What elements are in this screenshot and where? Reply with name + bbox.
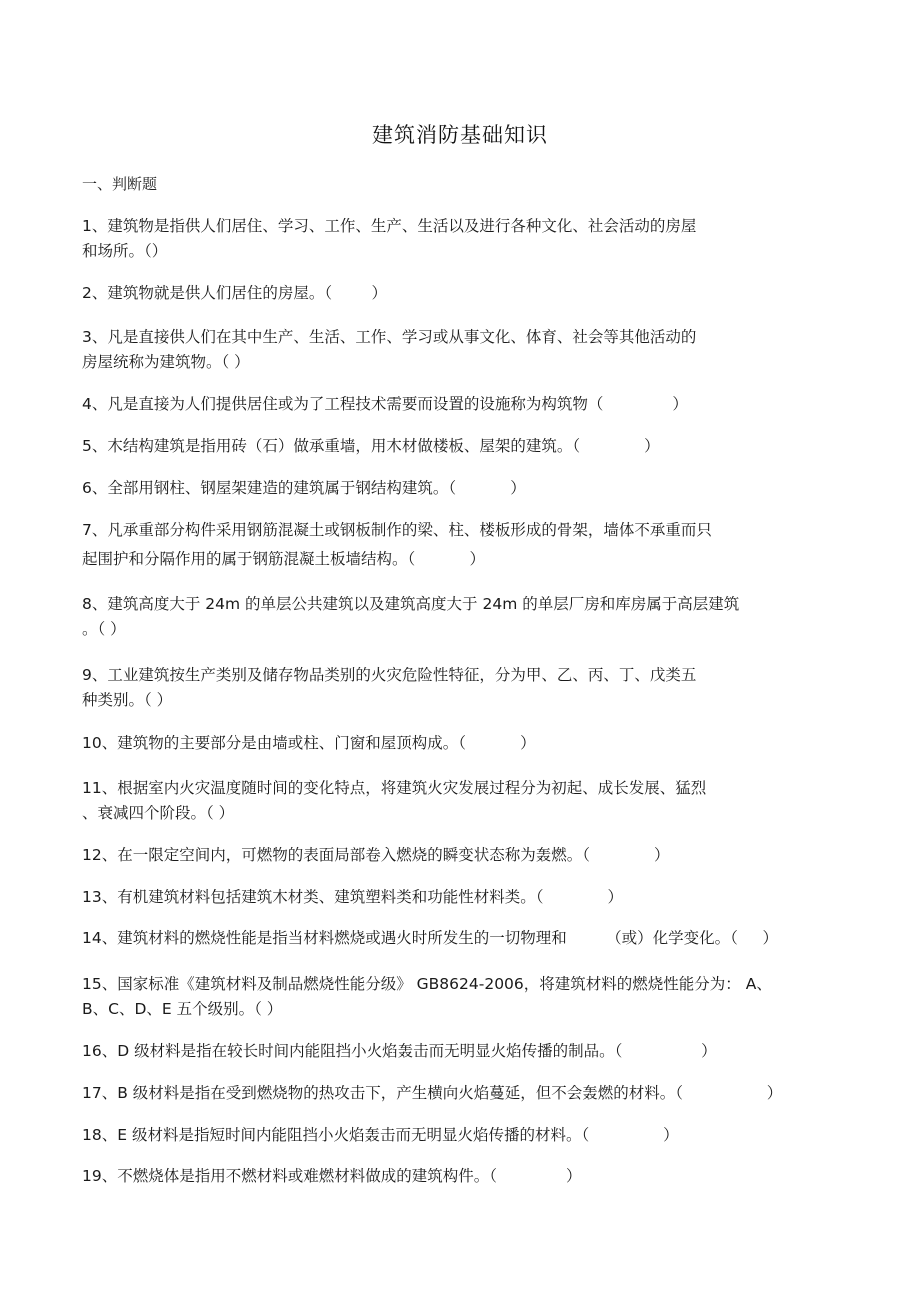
question-line: 1、建筑物是指供人们居住、学习、工作、生产、生活以及进行各种文化、社会活动的房屋 — [82, 217, 697, 235]
question-line: 18、E 级材料是指短时间内能阻挡小火焰轰击而无明显火焰传播的材料。（ ） — [82, 1126, 679, 1144]
section-heading: 一、判断题 — [82, 175, 158, 193]
question-line: 、衰减四个阶段。（ ） — [82, 804, 235, 822]
question-line: 4、凡是直接为人们提供居住或为了工程技术需要而设置的设施称为构筑物（ ） — [82, 395, 688, 413]
question-item — [82, 518, 712, 572]
question-line: 5、木结构建筑是指用砖（石）做承重墙，用木材做楼板、屋架的建筑。（ ） — [82, 437, 660, 455]
question-item — [82, 926, 778, 951]
question-item — [82, 214, 696, 264]
question-item — [82, 663, 696, 713]
question-item — [82, 1081, 782, 1106]
question-item — [82, 1039, 717, 1064]
question-line: 和场所。（） — [82, 242, 168, 260]
question-line: 6、全部用钢柱、钢屋架建造的建筑属于钢结构建筑。（ ） — [82, 479, 526, 497]
question-item — [82, 1123, 679, 1148]
question-item — [82, 1164, 581, 1189]
question-line: 13、有机建筑材料包括建筑木材类、建筑塑料类和功能性材料类。（ ） — [82, 888, 624, 906]
question-item — [82, 434, 660, 459]
question-item — [82, 476, 526, 501]
page-title: 建筑消防基础知识 — [372, 123, 548, 147]
question-line: 7、凡承重部分构件采用钢筋混凝土或钢板制作的梁、柱、楼板形成的骨架，墙体不承重而只 — [82, 521, 712, 539]
question-line: 16、D 级材料是指在较长时间内能阻挡小火焰轰击而无明显火焰传播的制品。（ ） — [82, 1042, 717, 1060]
question-line: 种类别。（ ） — [82, 691, 173, 709]
question-item — [82, 281, 387, 306]
question-line: 。（ ） — [82, 620, 126, 638]
question-line: 起围护和分隔作用的属于钢筋混凝土板墙结构。（ ） — [82, 550, 485, 568]
question-item — [82, 843, 670, 868]
question-line: 8、建筑高度大于 24m 的单层公共建筑以及建筑高度大于 24m 的单层厂房和库房属于高层建筑 — [82, 595, 740, 613]
question-line: 3、凡是直接供人们在其中生产、生活、工作、学习或从事文化、体育、社会等其他活动的 — [82, 328, 697, 346]
question-item — [82, 972, 772, 1022]
question-line: 房屋统称为建筑物。（ ） — [82, 353, 250, 371]
question-line: B、C、D、E 五个级别。（ ） — [82, 1000, 283, 1018]
question-line: 15、国家标准《建筑材料及制品燃烧性能分级》 GB8624-2006，将建筑材料的燃烧性能分为： A、 — [82, 975, 772, 993]
question-item — [82, 776, 706, 826]
question-line: 14、建筑材料的燃烧性能是指当材料燃烧或遇火时所发生的一切物理和 （或）化学变化。（ ） — [82, 929, 779, 947]
question-item — [82, 392, 688, 417]
question-item — [82, 325, 696, 375]
question-line: 2、建筑物就是供人们居住的房屋。（ ） — [82, 284, 388, 302]
question-line: 10、建筑物的主要部分是由墙或柱、门窗和屋顶构成。（ ） — [82, 734, 536, 752]
question-line: 12、在一限定空间内，可燃物的表面局部卷入燃烧的瞬变状态称为轰燃。（ ） — [82, 846, 670, 864]
question-line: 11、根据室内火灾温度随时间的变化特点，将建筑火灾发展过程分为初起、成长发展、猛烈 — [82, 779, 707, 797]
question-line: 17、B 级材料是指在受到燃烧物的热攻击下，产生横向火焰蔓延，但不会轰燃的材料。（ ） — [82, 1084, 783, 1102]
question-item — [82, 731, 536, 756]
question-item — [82, 885, 623, 910]
question-item — [82, 592, 739, 642]
question-line: 9、工业建筑按生产类别及储存物品类别的火灾危险性特征，分为甲、乙、丙、丁、戊类五 — [82, 666, 697, 684]
question-line: 19、不燃烧体是指用不燃材料或难燃材料做成的建筑构件。（ ） — [82, 1167, 582, 1185]
